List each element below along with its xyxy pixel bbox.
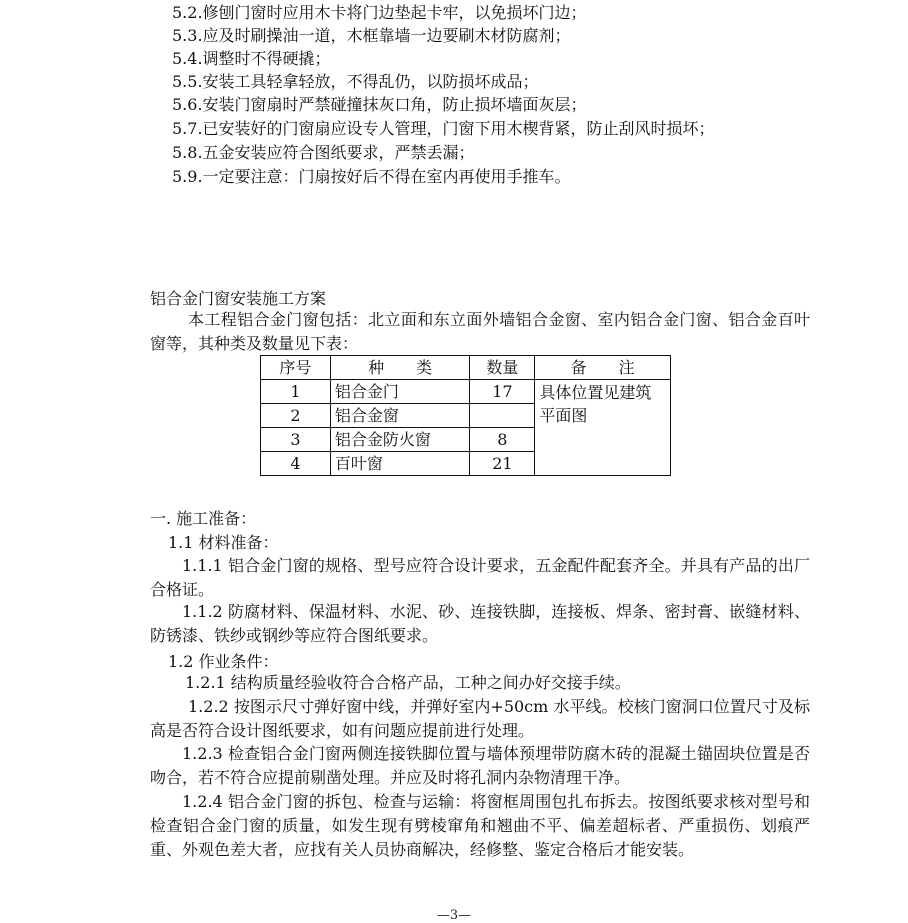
section-title: 铝合金门窗安装施工方案 xyxy=(150,289,327,308)
paragraph-1-1-2: 1.1.2 防腐材料、保温材料、水泥、砂、连接铁脚，连接板、焊条、密封膏、嵌缝材料、防锈漆、铁纱或钢纱等应符合图纸要求。 xyxy=(150,602,810,645)
materials-heading: 1.1 材料准备： xyxy=(168,533,279,552)
window-types-table xyxy=(260,355,671,476)
table-cell-type: 铝合金门 xyxy=(330,380,470,404)
prep-heading: 一. 施工准备： xyxy=(150,509,257,528)
table-cell-index: 3 xyxy=(261,428,331,452)
table-cell-index: 2 xyxy=(261,404,331,428)
table-cell-index: 4 xyxy=(261,452,331,476)
table-cell-quantity: 17 xyxy=(470,380,535,404)
conditions-heading: 1.2 作业条件： xyxy=(168,652,279,671)
table-header-cell: 数量 xyxy=(470,356,535,380)
table-cell-quantity: 8 xyxy=(470,428,535,452)
table-cell-quantity xyxy=(470,404,535,428)
note-5-2: 5.2.修刨门窗时应用木卡将门边垫起卡牢，以免损坏门边； xyxy=(172,3,587,22)
table-cell-type: 铝合金窗 xyxy=(330,404,470,428)
note-5-6: 5.6.安装门窗扇时严禁碰撞抹灰口角，防止损坏墙面灰层； xyxy=(172,95,587,114)
note-5-8: 5.8.五金安装应符合图纸要求，严禁丢漏； xyxy=(172,143,475,162)
table-header-cell: 备 注 xyxy=(535,356,671,380)
table-header-row xyxy=(261,356,671,380)
paragraph-1-2-3: 1.2.3 检查铝合金门窗两侧连接铁脚位置与墙体预埋带防腐木砖的混凝土锚固块位置是否吻合，若不符合应提前剔凿处理。并应及时将孔洞内杂物清理干净。 xyxy=(150,744,810,787)
paragraph-1-2-1: 1.2.1 结构质量经验收符合合格产品，工种之间办好交接手续。 xyxy=(185,673,631,692)
table-row xyxy=(261,380,671,404)
paragraph-1-1-1: 1.1.1 铝合金门窗的规格、型号应符合设计要求，五金配件配套齐全。并具有产品的出厂合格证。 xyxy=(150,556,810,599)
paragraph-1-2-4: 1.2.4 铝合金门窗的拆包、检查与运输：将窗框周围包扎布拆去。按图纸要求核对型号和检查铝合金门窗的质量，如发生现有劈棱窜角和翘曲不平、偏差超标者、严重损伤、划痕严重、外观色差大者，应找有关人员协商解决，经修整、鉴定合格后才能安装。 xyxy=(150,792,810,859)
paragraph-1-2-2: 1.2.2 按图示尺寸弹好窗中线，并弹好室内+50cm 水平线。校核门窗洞口位置尺寸及标高是否符合设计图纸要求，如有问题应提前进行处理。 xyxy=(150,697,810,740)
note-5-9: 5.9.一定要注意：门扇按好后不得在室内再使用手推车。 xyxy=(172,167,571,186)
note-5-3: 5.3.应及时刷操油一道，木框靠墙一边要刷木材防腐剂； xyxy=(172,26,571,45)
note-5-4: 5.4.调整时不得硬撬； xyxy=(172,49,331,68)
table-cell-quantity: 21 xyxy=(470,452,535,476)
page-number: —3— xyxy=(436,908,472,923)
note-5-7: 5.7.已安装好的门窗扇应设专人管理，门窗下用木楔背紧，防止刮风时损坏； xyxy=(172,119,715,138)
table-cell-type: 百叶窗 xyxy=(330,452,470,476)
table-header-cell: 序号 xyxy=(261,356,331,380)
table-cell-remark: 具体位置见建筑平面图 xyxy=(535,380,671,476)
table-header-cell: 种 类 xyxy=(330,356,470,380)
table-cell-type: 铝合金防火窗 xyxy=(330,428,470,452)
intro-paragraph: 本工程铝合金门窗包括：北立面和东立面外墙铝合金窗、室内铝合金门窗、铝合金百叶窗等，其种类及数量见下表： xyxy=(150,310,810,353)
note-5-5: 5.5.安装工具轻拿轻放，不得乱仍，以防损坏成品； xyxy=(172,72,539,91)
table-cell-index: 1 xyxy=(261,380,331,404)
